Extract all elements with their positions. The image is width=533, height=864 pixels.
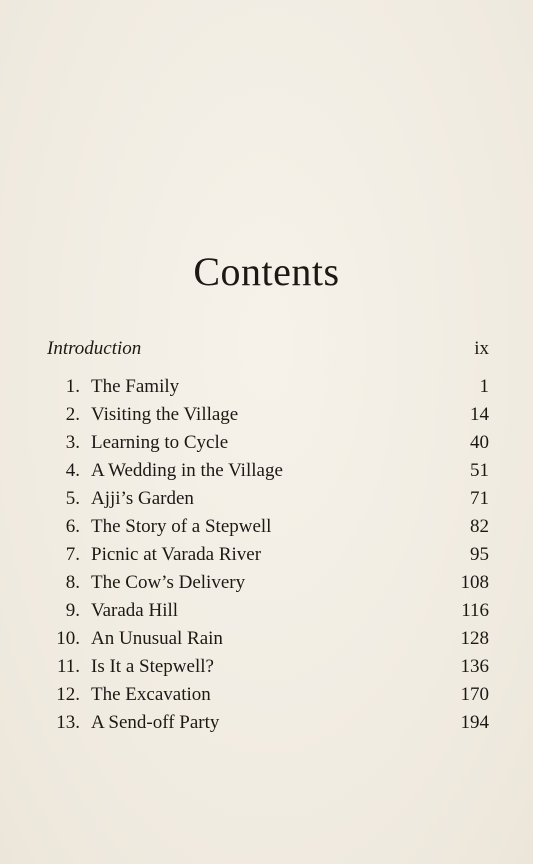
chapter-number: 2. xyxy=(65,404,80,425)
toc-entry xyxy=(40,625,489,653)
chapter-number: 11. xyxy=(56,656,80,677)
chapter-number: 3. xyxy=(65,432,80,453)
chapter-page-number: 136 xyxy=(460,656,489,677)
chapter-number: 6. xyxy=(65,516,80,537)
chapter-title: Is It a Stepwell? xyxy=(91,656,214,677)
toc-entry xyxy=(40,541,489,569)
toc-entry xyxy=(40,681,489,709)
chapter-page-number: 108 xyxy=(460,572,489,593)
chapter-number: 13. xyxy=(56,712,80,733)
chapter-page-number: 194 xyxy=(460,712,489,733)
chapter-title: Visiting the Village xyxy=(91,404,239,425)
chapter-number: 1. xyxy=(65,376,80,397)
chapter-page-number: 116 xyxy=(461,600,489,621)
toc-entry xyxy=(40,597,489,625)
chapter-title: Learning to Cycle xyxy=(91,432,229,453)
chapter-title: Varada Hill xyxy=(91,600,179,621)
toc-entry xyxy=(40,457,489,485)
toc-entry xyxy=(40,653,489,681)
page-title: Contents xyxy=(193,249,340,294)
chapter-page-number: 128 xyxy=(460,628,489,649)
chapter-title: The Story of a Stepwell xyxy=(91,516,272,537)
chapter-page-number: 170 xyxy=(460,684,489,705)
chapter-page-number: 51 xyxy=(470,460,489,481)
toc-entry-introduction xyxy=(47,338,489,360)
chapter-page-number: 1 xyxy=(479,376,489,397)
table-of-contents xyxy=(40,373,489,737)
introduction-page-number: ix xyxy=(474,338,489,359)
chapter-page-number: 71 xyxy=(470,488,489,509)
chapter-page-number: 95 xyxy=(470,544,489,565)
chapter-title: A Send-off Party xyxy=(91,712,220,733)
chapter-title: The Cow’s Delivery xyxy=(91,572,246,593)
chapter-number: 7. xyxy=(65,544,80,565)
chapter-page-number: 82 xyxy=(470,516,489,537)
chapter-page-number: 14 xyxy=(470,404,489,425)
chapter-title: The Excavation xyxy=(91,684,211,705)
toc-entry xyxy=(40,373,489,401)
toc-entry xyxy=(40,401,489,429)
chapter-title: A Wedding in the Village xyxy=(91,460,283,481)
toc-entry xyxy=(40,709,489,737)
chapter-number: 12. xyxy=(56,684,80,705)
toc-entry xyxy=(40,429,489,457)
chapter-number: 5. xyxy=(65,488,80,509)
chapter-title: Ajji’s Garden xyxy=(91,488,194,509)
chapter-number: 10. xyxy=(56,628,80,649)
chapter-number: 4. xyxy=(65,460,80,481)
toc-entry xyxy=(40,513,489,541)
chapter-title: An Unusual Rain xyxy=(91,628,223,649)
toc-entry xyxy=(40,569,489,597)
toc-entry xyxy=(40,485,489,513)
chapter-page-number: 40 xyxy=(470,432,489,453)
chapter-title: Picnic at Varada River xyxy=(91,544,262,565)
chapter-title: The Family xyxy=(91,376,180,397)
introduction-label: Introduction xyxy=(47,338,142,359)
chapter-number: 9. xyxy=(65,600,80,621)
chapter-number: 8. xyxy=(65,572,80,593)
